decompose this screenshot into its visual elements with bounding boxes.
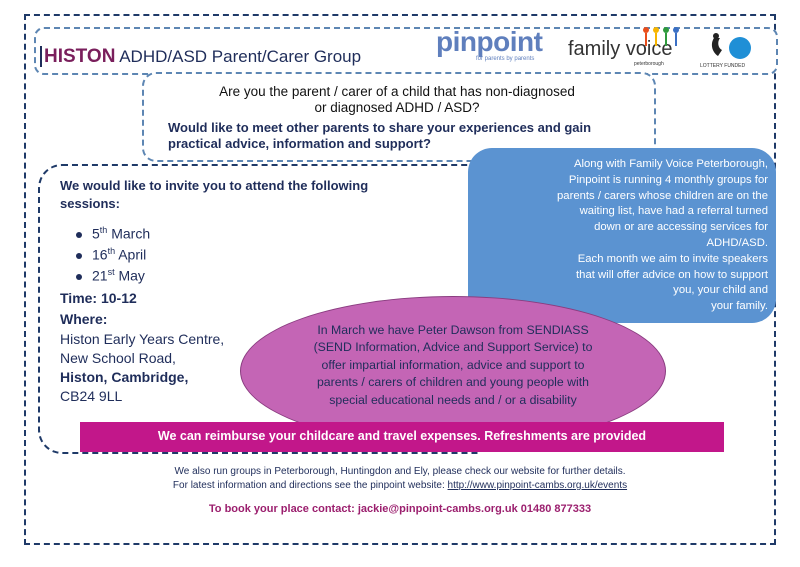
- invite-line-2: sessions:: [60, 196, 120, 211]
- info-line: Pinpoint is running 4 monthly groups for: [568, 173, 768, 186]
- bullet-icon: [76, 274, 82, 280]
- address-line-town: Histon, Cambridge,: [60, 369, 189, 385]
- session-item: [76, 220, 150, 241]
- session-time: Time: 10-12: [60, 290, 137, 306]
- speaker-line: special educational needs and / or a disability: [329, 392, 577, 407]
- pinpoint-logo: [436, 28, 551, 68]
- session-suffix: th: [107, 246, 116, 256]
- invite-line-1: We would like to invite you to attend the following: [60, 178, 369, 193]
- session-suffix: th: [99, 225, 108, 235]
- session-month: May: [114, 267, 145, 284]
- pinpoint-logo-tagline: for parents by parents: [476, 56, 535, 62]
- footer-website-prefix: For latest information and directions see the pinpoint website:: [172, 480, 448, 491]
- session-month: April: [115, 246, 147, 263]
- family-voice-logo-tagline: peterborough: [634, 61, 664, 67]
- where-label: Where:: [60, 311, 108, 327]
- question-line-3: Would like to meet other parents to share your experiences and gain: [168, 120, 592, 135]
- speaker-text: [276, 322, 630, 409]
- website-link[interactable]: http://www.pinpoint-cambs.org.uk/events: [447, 480, 628, 491]
- family-voice-logo-word: family voice: [568, 38, 673, 60]
- question-parent: [160, 84, 634, 116]
- session-item: [76, 262, 150, 283]
- booking-contact: To book your place contact: jackie@pinpoint-cambs.org.uk 01480 877333: [208, 503, 592, 515]
- family-figures-icon: [640, 26, 688, 48]
- session-day: 16: [92, 246, 108, 263]
- info-line: ADHD/ASD.: [706, 236, 768, 249]
- info-line: your family.: [711, 300, 768, 313]
- footer-website-line: [60, 479, 740, 493]
- reimburse-banner-text: We can reimburse your childcare and travel expenses. Refreshments are provided: [157, 429, 647, 443]
- info-line: that will offer advice on how to support: [576, 268, 768, 281]
- address-postcode: CB24 9LL: [60, 388, 123, 404]
- info-panel-text: [478, 157, 768, 315]
- info-line: Each month we aim to invite speakers: [577, 252, 768, 265]
- page-title: [40, 46, 361, 68]
- footer-info: [60, 465, 740, 493]
- bullet-icon: [76, 232, 82, 238]
- title-group: ADHD/ASD Parent/Carer Group: [115, 47, 362, 66]
- invite-text: [60, 177, 420, 213]
- address-line: New School Road,: [60, 350, 176, 366]
- session-item: [76, 241, 150, 262]
- question-line-2: or diagnosed ADHD / ASD?: [314, 100, 480, 115]
- speaker-line: parents / carers of children and young people with: [316, 375, 590, 390]
- bullet-icon: [76, 253, 82, 259]
- title-histon: HISTON: [40, 46, 115, 67]
- footer-groups-line: We also run groups in Peterborough, Huntingdon and Ely, please check our website for further details.: [174, 466, 626, 477]
- address-line: Histon Early Years Centre,: [60, 331, 225, 347]
- session-day: 5: [92, 225, 100, 242]
- question-line-1: Are you the parent / carer of a child that has non-diagnosed: [219, 84, 575, 99]
- pinpoint-logo-word: pinpoint: [436, 26, 543, 57]
- info-line: waiting list, have had a referral turned: [579, 205, 768, 218]
- info-line: down or are accessing services for: [594, 221, 768, 234]
- lottery-label: LOTTERY FUNDED: [700, 63, 746, 69]
- speaker-line: (SEND Information, Advice and Support Service) to: [313, 340, 593, 355]
- speaker-line: In March we have Peter Dawson from SENDIASS: [317, 323, 589, 337]
- family-voice-logo: [568, 38, 688, 68]
- info-line: you, your child and: [673, 284, 768, 297]
- info-line: parents / carers whose children are on the: [557, 189, 768, 202]
- session-day: 21: [92, 267, 108, 284]
- speaker-line: offer impartial information, advice and support to: [321, 357, 585, 372]
- lottery-logo: [700, 30, 770, 70]
- session-suffix: st: [107, 267, 115, 277]
- info-line: Along with Family Voice Peterborough,: [573, 158, 768, 170]
- question-line-4: practical advice, information and support?: [168, 136, 431, 151]
- session-list: [76, 220, 150, 283]
- session-month: March: [107, 225, 151, 242]
